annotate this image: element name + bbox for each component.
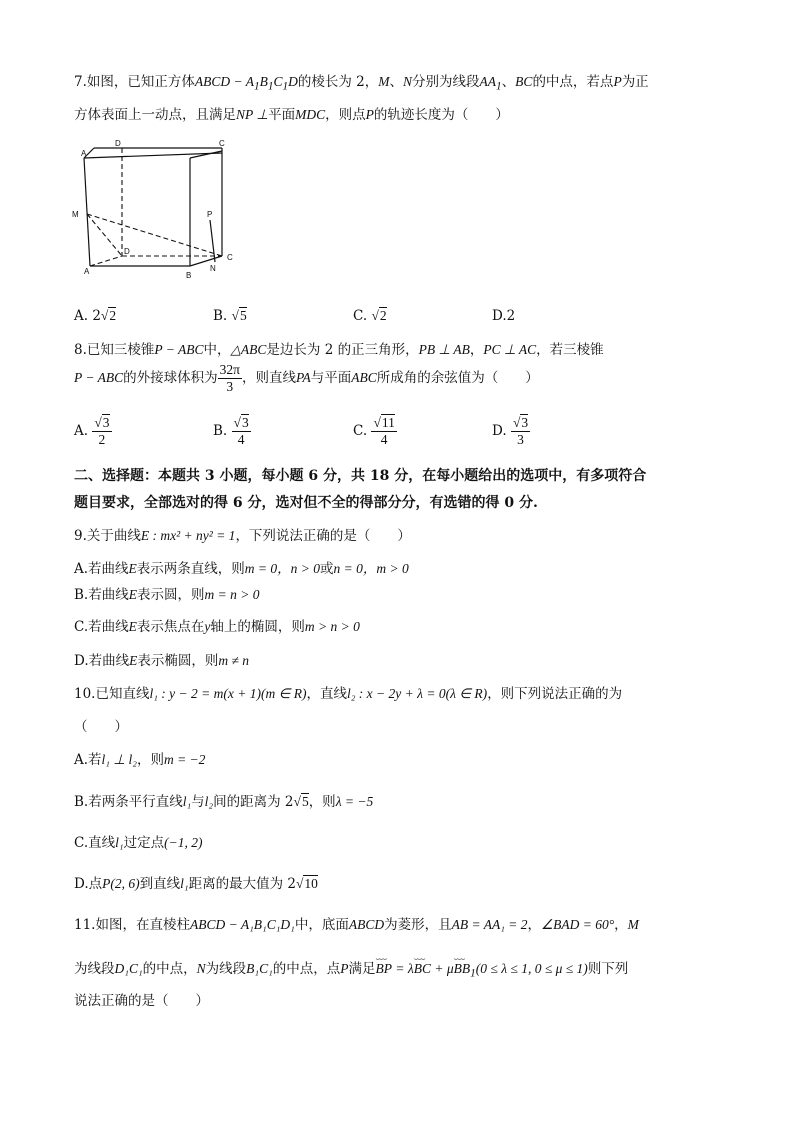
q9-stem: 9.关于曲线E : mx² + ny² = 1，下列说法正确的是（ ） [74, 528, 411, 544]
q9-option-c: C.若曲线E表示焦点在y轴上的椭圆，则m > n > 0 [74, 619, 360, 635]
q8-option-b: B. $\frac{√3}{4}$ [213, 415, 249, 447]
q10-option-c: C.直线l₁过定点(−1, 2) [74, 835, 203, 851]
q10-stem: 10.已知直线l₁ : y − 2 = m(x + 1)(m ∈ R)，直线l₂ : x − 2y + λ = 0(λ ∈ R)，则下列说法正确的为 [74, 686, 623, 702]
q10-option-a: A.若l₁ ⊥ l₂，则m = −2 [74, 752, 206, 768]
q7-line1: 7.如图，已知正方体ABCD − $A_1B_1C_1D$的棱长为 2，M、N分别为线段$AA_1$、BC的中点，若点P为正 [74, 74, 649, 93]
q7-option-b: B. √5 [213, 308, 247, 324]
fig-label-P: P [207, 210, 213, 219]
q7-option-c: C. √2 [353, 308, 387, 324]
fig-label-A-lower: A [84, 267, 90, 276]
fig-label-D-lower: D [124, 247, 130, 256]
q8-option-d: D. $\frac{√3}{3}$ [492, 415, 529, 447]
q10-option-b: B.若两条平行直线l₁与l₂间的距离为 2√5，则λ = −5 [74, 794, 374, 810]
q8-line2: P − ABC的外接球体积为 $\frac{32\pi}{3}$ ，则直线PA与平面ABC所成角的余弦值为（ ） [74, 362, 539, 394]
q7-option-d: D.2 [492, 308, 516, 324]
q8-option-a: A. $\frac{√3}{2}$ [74, 415, 110, 447]
q8-line1: 8.已知三棱锥P − ABC中，△ABC是边长为 2 的正三角形，PB ⊥ AB，PC ⊥ AC，若三棱锥 [74, 342, 604, 358]
q9-option-b: B.若曲线E表示圆，则m = n > 0 [74, 587, 260, 603]
fig-label-B: B [186, 271, 192, 280]
cube-figure [72, 138, 242, 283]
q9-option-a: A.若曲线E表示两条直线，则m = 0，n > 0或n = 0，m > 0 [74, 561, 409, 577]
q11-line3: 说法正确的是（ ） [74, 993, 209, 1009]
fig-label-C-lower: C [227, 253, 233, 262]
fig-label-A: A [81, 149, 87, 158]
fig-label-D: D [115, 139, 121, 148]
section-heading-line2: 题目要求，全部选对的得 6 分，选对但不全的得部分分，有选错的得 0 分. [74, 495, 538, 511]
q11-line1: 11.如图，在直棱柱ABCD − A₁B₁C₁D₁中，底面ABCD为菱形，且AB = AA₁ = 2，∠BAD = 60°，M [74, 917, 639, 933]
q9-option-d: D.若曲线E表示椭圆，则m ≠ n [74, 653, 250, 669]
section-heading-line1: 二、选择题：本题共 3 小题，每小题 6 分，共 18 分，在每小题给出的选项中，有多项符合 [74, 468, 647, 484]
q7-line2: 方体表面上一动点，且满足NP ⊥平面MDC，则点P的轨迹长度为（ ） [74, 107, 509, 123]
fig-label-C: C [219, 139, 225, 148]
q11-line2: 为线段D₁C₁的中点，N为线段B₁C₁的中点，点P满足⌣⌣⌣ BP = λ⌣⌣⌣ BC + μ⌣⌣⌣ $BB_1(0 \le \lambda \le 1$, 0 ≤ μ ≤ 1)则下列 [74, 960, 628, 983]
q10-paren: （ ） [74, 719, 128, 735]
q8-option-c: C. $\frac{√11}{4}$ [353, 415, 395, 447]
volume-fraction: $\frac{32\pi}{3}$ [219, 362, 240, 394]
q7-option-a: A. 2√2 [74, 308, 117, 324]
fig-label-N: N [210, 264, 216, 273]
cube-name: ABCD − $A_1B_1C_1D$ [194, 74, 298, 93]
fig-label-M: M [72, 210, 79, 219]
q10-option-d: D.点P(2, 6)到直线l₁距离的最大值为 2√10 [74, 876, 318, 892]
